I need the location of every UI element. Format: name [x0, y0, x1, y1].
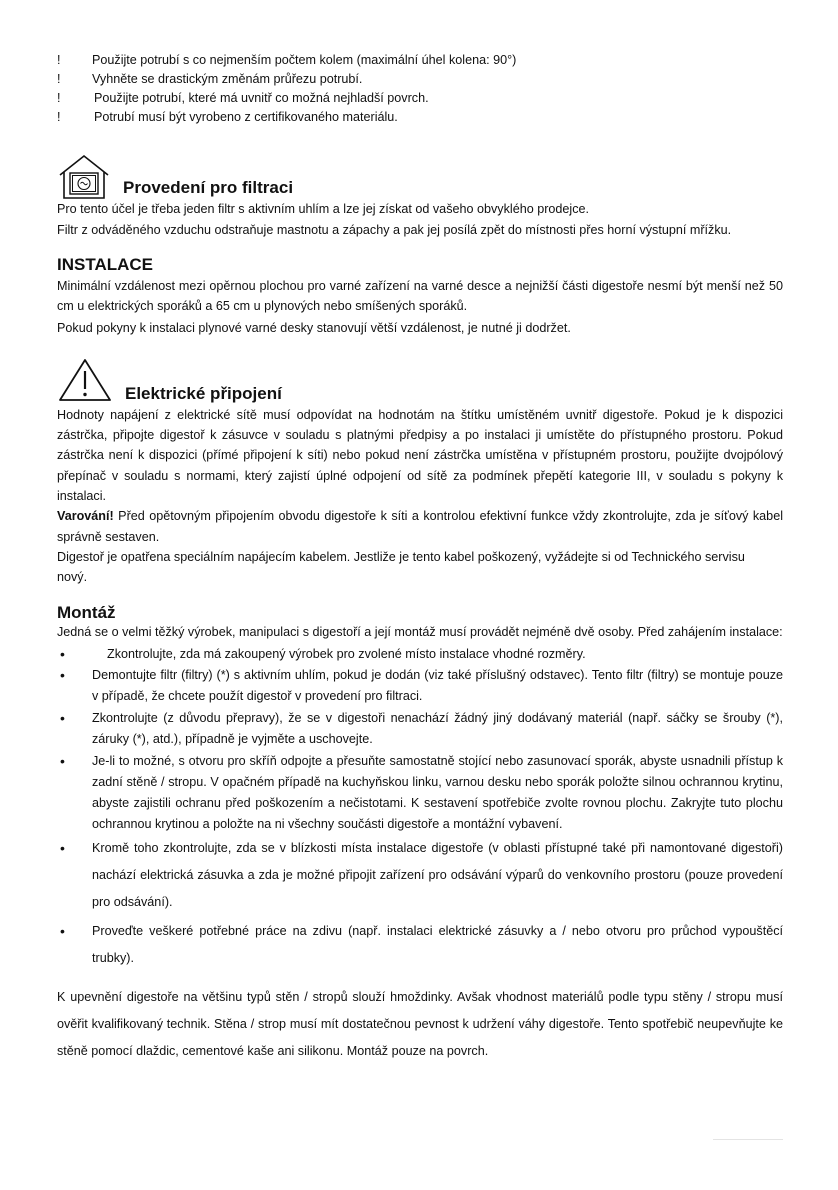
installation-title: INSTALACE: [57, 255, 154, 274]
electrical-supply-text: Hodnoty napájení z elektrické sítě musí odpovídat na hodnotám na štítku umístěném uvnitř digestoře. Pokud je k dispozici zástrčka, připojte digestoř k zásuvce v souladu s platnými předpisy a po instalaci ji umístěte do přístupného prostoru. Pokud zástrčka není k dispozici (přímé připojení k síti) nebo pokud není zástrčka umístěna v přístupném prostoru, použijte dvojpólový přepínač v souladu s normami, který zajistí úplné odpojení od sítě za podmínek přepětí kategorie III, v souladu s pokyny k instalaci.: [57, 407, 783, 504]
filtration-heading: [57, 153, 783, 198]
mounting-checklist: [57, 644, 783, 973]
bullet-icon: •: [60, 752, 65, 769]
electrical-heading: [57, 357, 783, 404]
bullet-icon: •: [60, 923, 65, 940]
mounting-closing-text: K upevnění digestoře na většinu typů stěn / stropů slouží hmoždinky. Avšak vhodnost materiálů podle typu stěny / stropu musí ověřit kvalifikovaný technik. Stěna / strop musí mít dostatečnou pevnost k udržení váhy digestoře. Tento spotřebič neupevňujte ke stěně pomocí dlaždic, cementové kaše ani silikonu. Montáž pouze na povrch.: [57, 990, 783, 1059]
electrical-warning-text: Varování! Před opětovným připojením obvodu digestoře k síti a kontrolou efektivní funkce vždy zkontrolujte, zda je síťový kabel správně sestaven.: [57, 509, 783, 544]
exclamation-icon: !: [57, 110, 61, 124]
electrical-cable-text: Digestoř je opatřena speciálním napájecím kabelem. Jestliže je tento kabel poškozený, vyžádejte si od Technického servisu nový.: [57, 549, 745, 585]
list-item: ! Použijte potrubí s co nejmenším počtem kolem (maximální úhel kolena: 90°): [57, 51, 783, 70]
mounting-title: Montáž: [57, 602, 116, 622]
filtration-title: Provedení pro filtraci: [123, 178, 294, 197]
list-item: • Proveďte veškeré potřebné práce na zdivu (např. instalaci elektrické zásuvky a / nebo otvoru pro průchod vypouštěcí trubky).: [57, 918, 783, 972]
footer-divider: [713, 1139, 783, 1140]
list-item: ! Použijte potrubí, které má uvnitř co možná nejhladší povrch.: [57, 89, 783, 108]
installation-distance-text: Minimální vzdálenost mezi opěrnou plochou pro varné zařízení na varné desce a nejnižší části digestoře nesmí být menší než 50 cm u elektrických sporáků a 65 cm u plynových nebo smíšených sporáků.: [57, 279, 783, 314]
mounting-intro: Jedná se o velmi těžký výrobek, manipulaci s digestoří a její montáž musí provádět nejméně dvě osoby. Před zahájením instalace:: [57, 624, 783, 639]
manual-page: [57, 51, 783, 1065]
house-filter-icon: [57, 153, 111, 200]
duct-tips-list: [57, 51, 783, 127]
list-item: • Kromě toho zkontrolujte, zda se v blízkosti místa instalace digestoře (v oblasti přístupné také při namontované digestoři) nachází elektrická zásuvka a zda je možné připojit zařízení pro odsávání výparů do venkovního prostoru (pouze provedení pro odsávání).: [57, 835, 783, 916]
exclamation-icon: !: [57, 72, 61, 86]
bullet-icon: •: [60, 645, 65, 662]
list-item: • Je-li to možné, s otvoru pro skříň odpojte a přesuňte samostatně stojící nebo zasunovací sporák, abyste usnadnili přístup k zadní stěně / stropu. V opačném případě na kuchyňskou linku, varnou desku nebo sporák položte silnou ochrannou krytinu, abyste zajistili ochranu před poškozením a nečistotami. K sestavení spotřebiče zvolte rovnou plochu. Zakryjte tuto plochu ochrannou krytinou a položte na ni všechny součásti digestoře a montážní vybavení.: [60, 752, 783, 832]
list-item: • Demontujte filtr (filtry) (*) s aktivním uhlím, pokud je dodán (viz také příslušný odstavec). Tento filtr (filtry) se montuje pouze v případě, že chcete použít digestoř v provedení pro filtraci.: [60, 666, 783, 703]
electrical-title: Elektrické připojení: [125, 383, 282, 403]
list-item: • Zkontrolujte, zda má zakoupený výrobek pro zvolené místo instalace vhodné rozměry.: [57, 644, 783, 665]
list-item: ! Potrubí musí být vyrobeno z certifikovaného materiálu.: [57, 108, 783, 127]
bullet-icon: •: [60, 840, 65, 857]
warning-label: Varování!: [57, 509, 114, 524]
list-item: ! Vyhněte se drastickým změnám průřezu potrubí.: [57, 70, 783, 89]
exclamation-icon: !: [57, 53, 61, 67]
list-item: • Zkontrolujte (z důvodu přepravy), že se v digestoři nenachází žádný jiný dodávaný materiál (např. sáčky se šrouby (*), záruky (*), atd.), případně je vyjměte a uschovejte.: [60, 709, 783, 746]
warning-triangle-icon: [57, 357, 113, 403]
exclamation-icon: !: [57, 91, 61, 105]
installation-gas-text: Pokud pokyny k instalaci plynové varné desky stanovují větší vzdálenost, je nutné ji dodržet.: [57, 320, 571, 335]
bullet-icon: •: [60, 709, 65, 726]
bullet-icon: •: [60, 666, 65, 683]
filtration-text: Pro tento účel je třeba jeden filtr s aktivním uhlím a lze jej získat od vašeho obvyklého prodejce. Filtr z odváděného vzduchu odstraňuje mastnotu a zápachy a pak jej posílá zpět do místnosti přes horní výstupní mřížku.: [57, 202, 732, 237]
